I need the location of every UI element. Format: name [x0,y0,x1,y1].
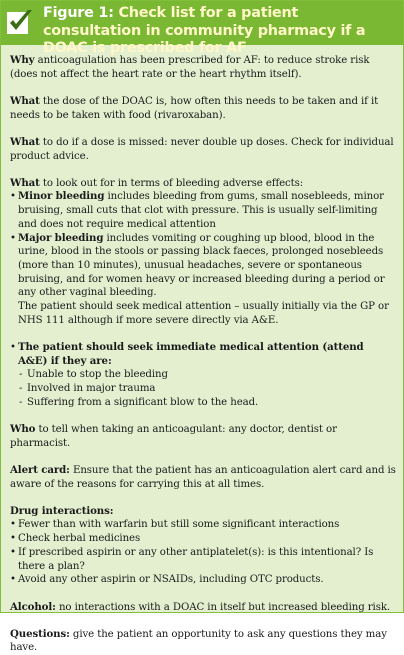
immediate-subitem: - Unable to stop the bleeding [18,368,396,382]
questions-paragraph: Questions: give the patient an opportunity to ask any questions they may have. [10,627,387,654]
immediate-subitem: - Involved in major trauma [18,382,396,396]
alcohol-paragraph: Alcohol: no interactions with a DOAC in itself but increased bleeding risk. [10,600,391,613]
drug-interaction-item: • Check herbal medicines [10,532,396,546]
minor-bleeding-item: • Minor bleeding includes bleeding from gums, small nosebleeds, minor bruising, small cuts that clot with pressure. This is usually self-limiting and does not require medical attention [10,190,396,231]
immediate-list [10,341,396,368]
immediate-subitem: - Suffering from a significant blow to the head. [18,396,396,410]
drug-interactions-section [10,505,396,587]
dose-paragraph: What the dose of the DOAC is, how often this needs to be taken and if it needs to be taken with food (rivaroxaban). [10,94,379,121]
major-bleeding-advice: The patient should seek medical attention – usually initially via the GP or NHS 111 although if more severe directly via A&E. [18,301,389,326]
major-bleeding-item: • Major bleeding includes vomiting or coughing up blood, blood in the urine, blood in the stools or passing black faeces, prolonged nosebleeds (more than 10 minutes), unusual headaches, severe or spontaneous bruising, and for women heavy or increased bleeding during a period or any other vaginal bleeding. [10,232,396,301]
drug-interactions-heading: Drug interactions: [10,504,114,517]
alert-card-paragraph: Alert card: Ensure that the patient has an anticoagulation alert card and is aware of the reasons for carrying this at all times. [10,463,396,490]
immediate-subitems [18,368,396,409]
drug-interaction-item: • Avoid any other aspirin or NSAIDs, including OTC products. [10,573,396,587]
immediate-attention-section [10,341,396,410]
drug-interactions-list [10,518,396,587]
bleeding-intro: What to look out for in terms of bleeding adverse effects: [10,176,304,189]
checkmark-icon [6,7,34,38]
missed-dose-paragraph: What to do if a dose is missed: never double up doses. Check for individual product advice. [10,135,394,162]
drug-interaction-item: • If prescribed aspirin or any other antiplatelet(s): is this intentional? Is there a plan? [10,546,396,573]
figure-number: Figure 1: [43,5,114,21]
drug-interaction-item: • Fewer than with warfarin but still some significant interactions [10,518,396,532]
checklist-body [1,45,403,655]
why-paragraph: Why anticoagulation has been prescribed for AF: to reduce stroke risk (does not affect the heart rate or the heart rhythm itself). [10,54,370,80]
bleeding-section [10,177,396,328]
figure-title [43,5,399,58]
bleeding-list [10,190,396,300]
figure-header [1,1,403,56]
immediate-heading: • The patient should seek immediate medical attention (attend A&E) if they are: [10,341,396,368]
who-paragraph: Who to tell when taking an anticoagulant: any doctor, dentist or pharmacist. [10,422,337,449]
figure-caption: Check list for a patient consultation in community pharmacy if a DOAC is prescribed for AF [43,5,366,56]
